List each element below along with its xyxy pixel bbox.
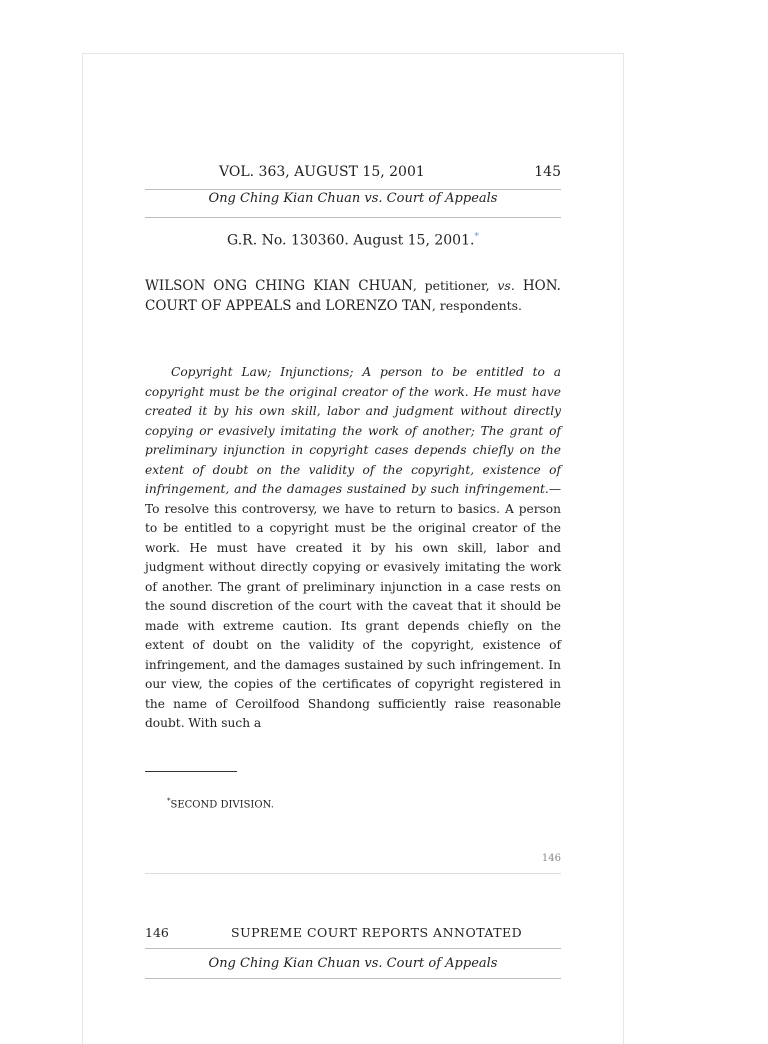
- volume-date: VOL. 363, AUGUST 15, 2001: [219, 164, 425, 180]
- respondent-role: , respondents.: [431, 298, 523, 313]
- next-running-title-rule: [145, 978, 561, 979]
- page-marker: 146: [541, 853, 561, 864]
- footnote-rule: [145, 771, 237, 772]
- case-number-text: G.R. No. 130360. August 15, 2001.: [227, 232, 475, 249]
- footnote-text: SECOND DIVISION.: [170, 799, 274, 811]
- running-title: Ong Ching Kian Chuan vs. Court of Appeals: [208, 191, 498, 206]
- case-number: [145, 232, 561, 249]
- running-title-rule: [145, 217, 561, 218]
- next-page-header: [145, 925, 561, 945]
- syllabus-body: To resolve this controversy, we have to return to basics. A person to be entitled to a copyright must be the original creator of the work. He must have created it by his own skill, labor and judgment without directly copying or evasively imitating the work of another. The grant of preliminary injunction in a case rests on the sound discretion of the court with the caveat that it should be made with extreme caution. Its grant depends chiefly on the extent of doubt on the validity of the copyright, existence of infringement, and the damages sustained by such infringement. In our view, the copies of the certificates of copyright registered in the name of Ceroilfood Shandong sufficiently raise reasonable doubt. With such a: [145, 501, 561, 730]
- reporter-title: SUPREME COURT REPORTS ANNOTATED: [231, 925, 523, 940]
- header-rule: [145, 189, 561, 190]
- versus: vs.: [497, 278, 515, 293]
- syllabus-paragraph: [145, 363, 561, 734]
- next-running-title: Ong Ching Kian Chuan vs. Court of Appeals: [208, 956, 498, 971]
- page-number: 145: [534, 164, 561, 180]
- syllabus-dash: —: [548, 482, 561, 496]
- page-break-rule: [145, 873, 561, 874]
- case-parties: [145, 276, 561, 316]
- footnote-link[interactable]: *: [474, 232, 479, 242]
- next-header-rule: [145, 948, 561, 949]
- respondent-name: HON. COURT OF APPEALS and LORENZO TAN: [145, 278, 561, 314]
- petitioner-name: WILSON ONG CHING KIAN CHUAN: [145, 278, 413, 294]
- syllabus-keywords: Copyright Law; Injunctions; A person to be entitled to a copyright must be the original creator of the work. He must have created it by his own skill, labor and judgment without directly copying or evasively imitating the work of another; The grant of preliminary injunction in copyright cases depends chiefly on the extent of doubt on the validity of the copyright, existence of infringement, and the damages sustained by such infringement.: [145, 365, 561, 496]
- page-header: [145, 164, 561, 186]
- footnote-marker: *: [167, 797, 171, 805]
- document-page: [82, 53, 624, 1044]
- petitioner-role: , petitioner,: [412, 278, 498, 293]
- next-page-number: 146: [145, 925, 169, 940]
- footnote: [167, 797, 274, 810]
